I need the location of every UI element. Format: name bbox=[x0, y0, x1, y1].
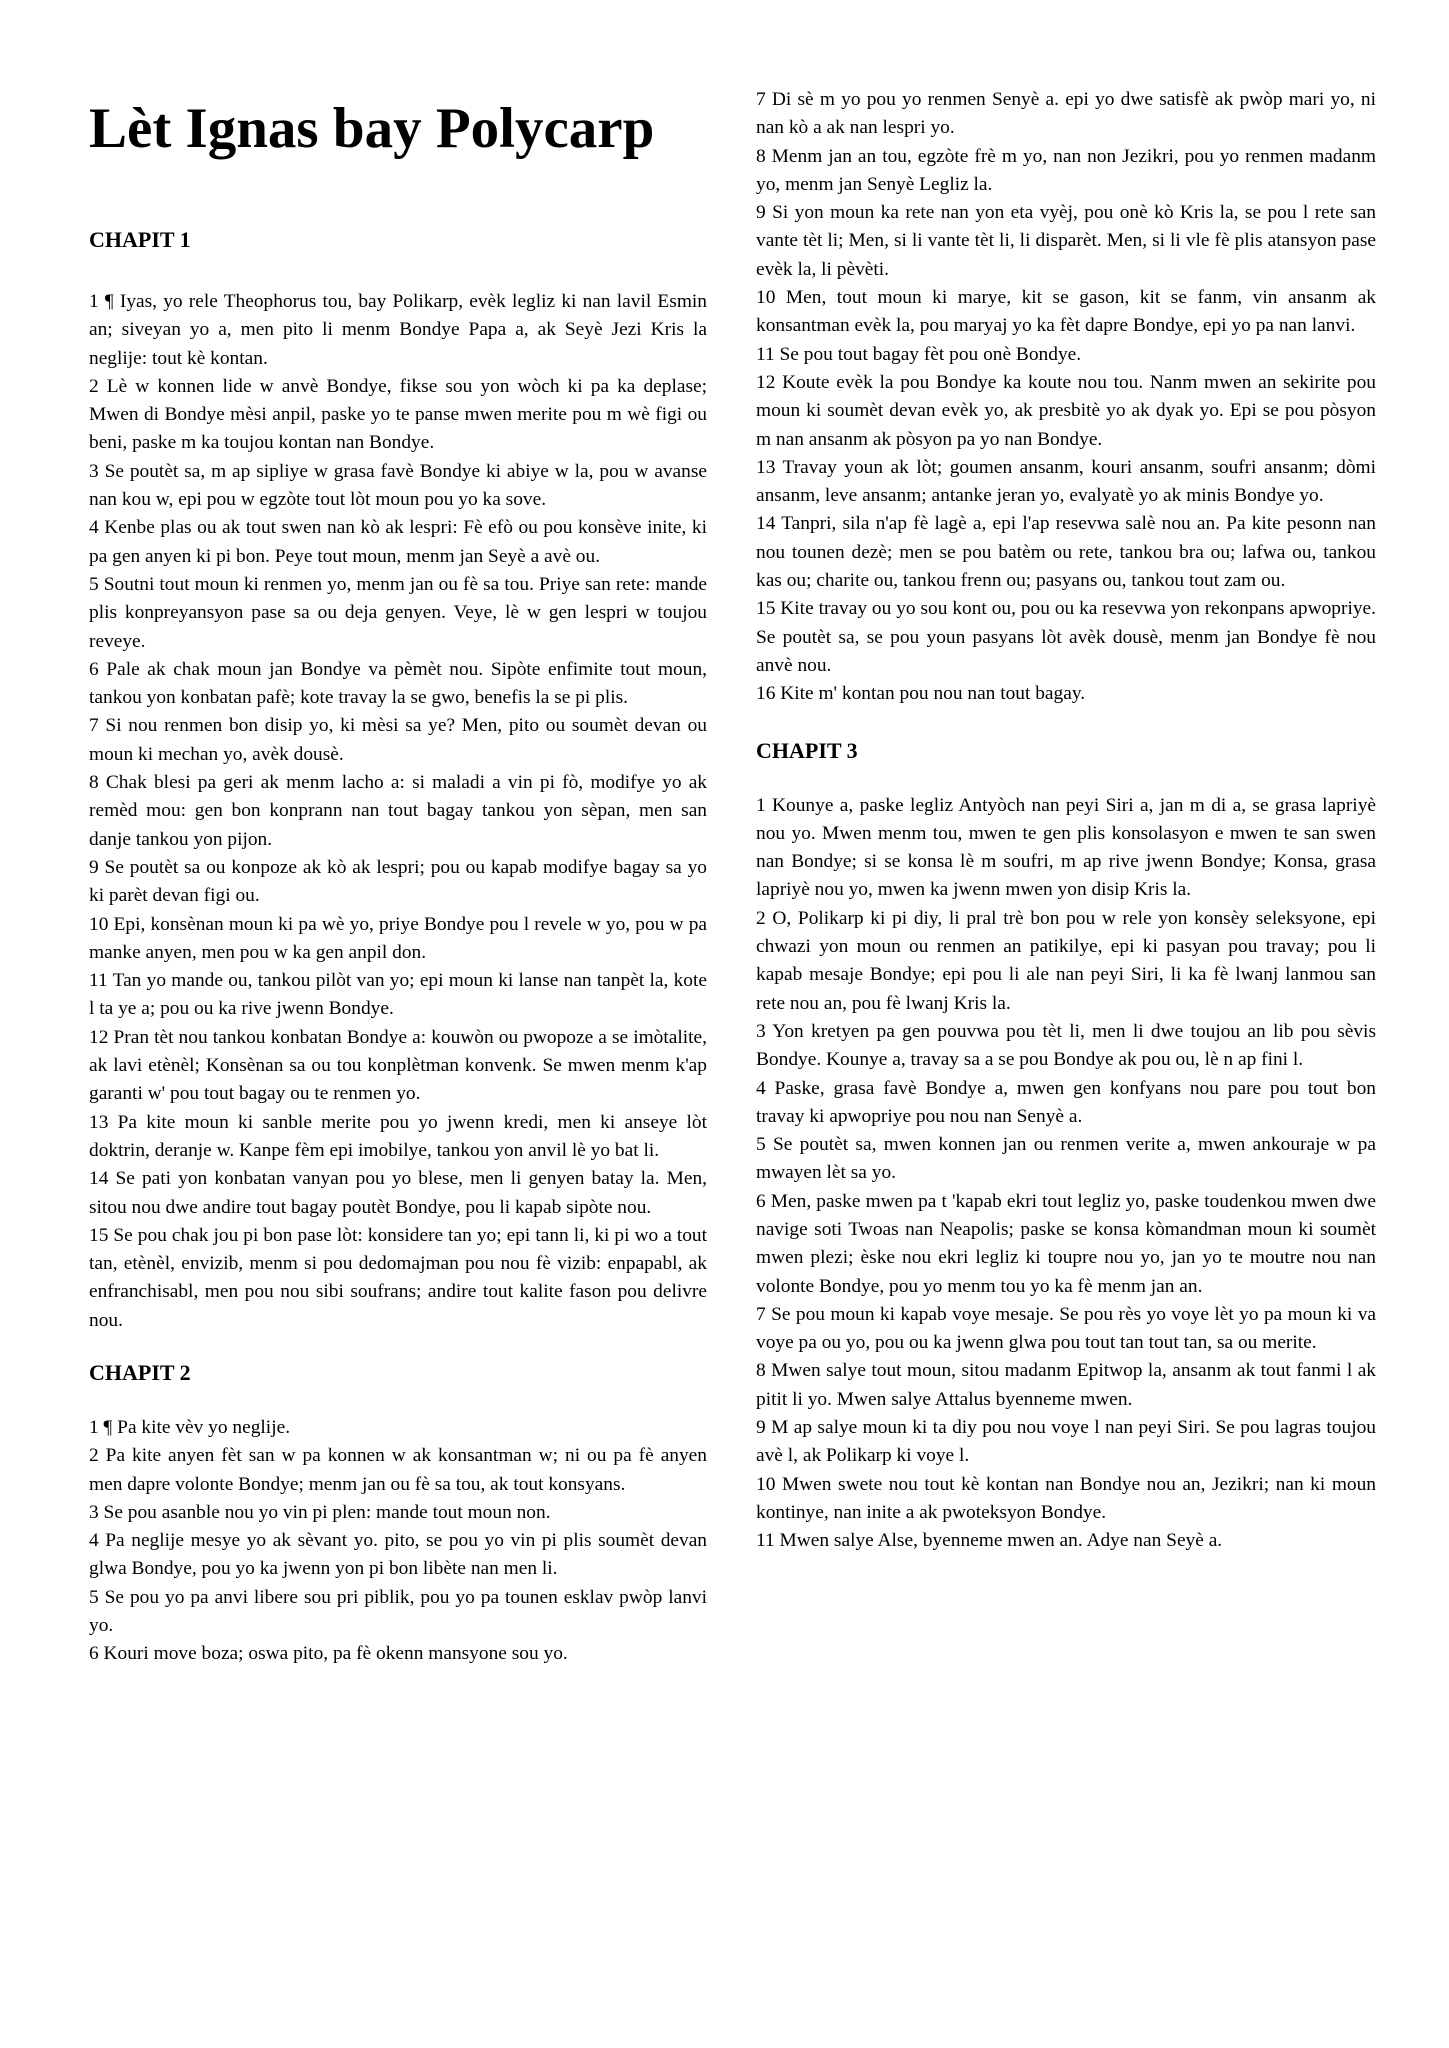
verse: 6 Kouri move boza; oswa pito, pa fè okenn mansyone sou yo. bbox=[89, 1643, 568, 1665]
chapter-heading: CHAPIT 2 bbox=[89, 1359, 191, 1385]
verse: 7 Di sè m yo pou yo renmen Senyè a. epi yo dwe satisfè ak pwòp mari yo, ni nan kò a ak nan lespri yo. bbox=[756, 89, 1376, 139]
verse: 4 Pa neglije mesye yo ak sèvant yo. pito, se pou yo vin pi plis soumèt devan glwa Bondye, pou yo ka jwenn yon pi bon libète nan men li. bbox=[89, 1530, 707, 1580]
verse: 9 Si yon moun ka rete nan yon eta vyèj, pou onè kò Kris la, se pou l rete san vante tèt li; Men, si li vante tèt li, li disparèt. Men, si li vle fè plis atansyon pase evèk la, li pèvèti. bbox=[756, 202, 1376, 280]
verse: 3 Se pou asanble nou yo vin pi plen: mande tout moun non. bbox=[89, 1501, 551, 1523]
chapter-verses bbox=[89, 1414, 707, 1669]
verse: 9 Se poutèt sa ou konpoze ak kò ak lespri; pou ou kapab modifye bagay sa yo ki parèt devan figi ou. bbox=[89, 856, 707, 907]
verse: 3 Yon kretyen pa gen pouvwa pou tèt li, men li dwe toujou an lib pou sèvis Bondye. Kounye a, travay sa a se pou Bondye ak pou ou, lè n ap fini l. bbox=[756, 1020, 1376, 1071]
verse: 8 Mwen salye tout moun, sitou madanm Epitwop la, ansanm ak tout fanmi l ak pitit li yo. Mwen salye Attalus byenneme mwen. bbox=[756, 1360, 1376, 1410]
verse: 12 Pran tèt nou tankou konbatan Bondye a: kouwòn ou pwopoze a se imòtalite, ak lavi etènèl; Konsènan sa ou tou konplètman konvenk. Se mwen menm k'ap garanti w' pou tout bagay ou te renmen yo. bbox=[89, 1026, 707, 1105]
verse: 4 Paske, grasa favè Bondye a, mwen gen konfyans nou pare pou tout bon travay ki apwopriye pou nou nan Senyè a. bbox=[756, 1077, 1376, 1127]
chapter-verses bbox=[756, 86, 1376, 709]
verse: 14 Tanpri, sila n'ap fè lagè a, epi l'ap resevwa salè nou an. Pa kite pesonn nan nou tounen dezè; men se pou batèm ou rete, tankou bra ou; lafwa ou, tankou kas ou; charite ou, tankou frenn ou; pasyans ou, tankou tout zam ou. bbox=[756, 513, 1376, 592]
verse: 15 Kite travay ou yo sou kont ou, pou ou ka resevwa yon rekonpans apwopriye. Se poutèt sa, se pou youn pasyans lòt avèk dousè, menm jan Bondye fè nou anvè nou. bbox=[756, 598, 1376, 676]
verse: 1 ¶ Iyas, yo rele Theophorus tou, bay Polikarp, evèk legliz ki nan lavil Esmin an; siveyan yo a, men pito li menm Bondye Papa a, ak Seyè Jezi Kris la neglije: tout kè kontan. bbox=[89, 291, 707, 369]
chapter-heading: CHAPIT 3 bbox=[756, 737, 858, 763]
verse: 10 Epi, konsènan moun ki pa wè yo, priye Bondye pou l revele w yo, pou w pa manke anyen, men pou w ka gen anpil don. bbox=[89, 913, 707, 963]
verse: 8 Chak blesi pa geri ak menm lacho a: si maladi a vin pi fò, modifye yo ak remèd mou: gen bon konprann nan tout bagay tankou yon sèpan, men san danje tankou yon pijon. bbox=[89, 772, 707, 850]
chapter-verses bbox=[89, 288, 707, 1335]
verse: 11 Mwen salye Alse, byenneme mwen an. Adye nan Seyè a. bbox=[756, 1530, 1223, 1552]
verse: 5 Se poutèt sa, mwen konnen jan ou renmen verite a, mwen ankouraje w pa mwayen lèt sa yo. bbox=[756, 1134, 1376, 1184]
verse: 4 Kenbe plas ou ak tout swen nan kò ak lespri: Fè efò ou pou konsève inite, ki pa gen anyen ki pi bon. Peye tout moun, menm jan Seyè a avè ou. bbox=[89, 517, 707, 567]
verse: 7 Se pou moun ki kapab voye mesaje. Se pou rès yo voye lèt yo pa moun ki va voye pa ou yo, pou ou ka jwenn glwa pou tout tan tout tan, sa ou merite. bbox=[756, 1303, 1376, 1354]
right-column bbox=[756, 0, 1376, 1556]
verse: 16 Kite m' kontan pou nou nan tout bagay. bbox=[756, 683, 1086, 705]
verse: 13 Travay youn ak lòt; goumen ansanm, kouri ansanm, soufri ansanm; dòmi ansanm, leve ansanm; antanke jeran yo, evalyatè yo ak minis Bondye yo. bbox=[756, 456, 1376, 507]
verse: 3 Se poutèt sa, m ap sipliye w grasa favè Bondye ki abiye w la, pou w avanse nan kou w, epi pou w egzòte tout lòt moun pou yo ka sove. bbox=[89, 460, 707, 511]
verse: 14 Se pati yon konbatan vanyan pou yo blese, men li genyen batay la. Men, sitou nou dwe andire tout bagay poutèt Bondye, pou li kapab sipòte nou. bbox=[89, 1168, 707, 1218]
verse: 1 Kounye a, paske legliz Antyòch nan peyi Siri a, jan m di a, se grasa lapriyè nou yo. Mwen menm tou, mwen te gen plis konsolasyon e mwen te san swen nan Bondye; si se konsa lè m soufri, m ap rive jwenn Bondye; Konsa, grasa lapriyè nou yo, mwen ka jwenn mwen yon disip Kris la. bbox=[756, 794, 1376, 901]
chapter-heading: CHAPIT 1 bbox=[89, 227, 191, 252]
document-title: Lèt Ignas bay Polycarp bbox=[89, 97, 655, 160]
verse: 1 ¶ Pa kite vèv yo neglije. bbox=[89, 1416, 291, 1438]
verse: 11 Se pou tout bagay fèt pou onè Bondye. bbox=[756, 343, 1082, 365]
verse: 12 Koute evèk la pou Bondye ka koute nou tou. Nanm mwen an sekirite pou moun ki soumèt devan evèk yo, ak presbitè yo ak dyak yo. Epi se pou pòsyon m nan ansanm ak pòsyon pa yo nan Bondye. bbox=[756, 371, 1376, 450]
verse: 5 Soutni tout moun ki renmen yo, menm jan ou fè sa tou. Priye san rete: mande plis konpreyansyon pase sa ou deja genyen. Veye, lè w gen lespri w toujou reveye. bbox=[89, 573, 707, 652]
verse: 11 Tan yo mande ou, tankou pilòt van yo; epi moun ki lanse nan tanpèt la, kote l ta ye a; pou ou ka rive jwenn Bondye. bbox=[89, 970, 707, 1020]
verse: 13 Pa kite moun ki sanble merite pou yo jwenn kredi, men ki anseye lòt doktrin, deranje w. Kanpe fèm epi imobilye, tankou yon anvil lè yo bat li. bbox=[89, 1111, 707, 1161]
chapter-verses bbox=[756, 792, 1376, 1556]
verse: 10 Men, tout moun ki marye, kit se gason, kit se fanm, vin ansanm ak konsantman evèk la, pou maryaj yo ka fèt dapre Bondye, epi yo pa nan lanvi. bbox=[756, 287, 1376, 337]
verse: 6 Men, paske mwen pa t 'kapab ekri tout legliz yo, paske toudenkou mwen dwe navige soti Twoas nan Neapolis; paske se konsa kòmandman moun ki soumèt mwen plezi; èske nou ekri legliz ki toupre nou yo, jan yo te moutre nou nan volonte Bondye, pou yo menm tou yo ka fè menm jan an. bbox=[756, 1190, 1376, 1297]
verse: 15 Se pou chak jou pi bon pase lòt: konsidere tan yo; epi tann li, ki pi wo a tout tan, etènèl, envizib, menm si pou dedomajman pou nou fè vizib: enpapabl, ak enfranchisabl, men pou nou sibi soufrans; andire tout kalite fason pou delivre nou. bbox=[89, 1224, 707, 1331]
verse: 2 O, Polikarp ki pi diy, li pral trè bon pou w rele yon konsèy seleksyone, epi chwazi yon moun ou renmen an patikilye, epi ki pasyan pou travay; pou li kapab mesaje Bondye; epi pou li ale nan peyi Siri, li ka fè lwanj lanmou san rete nou an, pou fè lwanj Kris la. bbox=[756, 907, 1376, 1014]
verse: 5 Se pou yo pa anvi libere sou pri piblik, pou yo pa tounen esklav pwòp lanvi yo. bbox=[89, 1586, 707, 1637]
verse: 2 Lè w konnen lide w anvè Bondye, fikse sou yon wòch ki pa ka deplase; Mwen di Bondye mèsi anpil, paske yo te panse mwen merite pou m wè figi ou beni, paske m ka toujou kontan nan Bondye. bbox=[89, 375, 707, 454]
verse: 2 Pa kite anyen fèt san w pa konnen w ak konsantman w; ni ou pa fè anyen men dapre volonte Bondye; menm jan ou fè sa tou, ak tout konsyans. bbox=[89, 1445, 707, 1495]
left-column bbox=[89, 0, 707, 1669]
verse: 6 Pale ak chak moun jan Bondye va pèmèt nou. Sipòte enfimite tout moun, tankou yon konbatan pafè; kote travay la se gwo, benefis la se pi plis. bbox=[89, 658, 707, 709]
verse: 9 M ap salye moun ki ta diy pou nou voye l nan peyi Siri. Se pou lagras toujou avè l, ak Polikarp ki voye l. bbox=[756, 1417, 1376, 1467]
verse: 8 Menm jan an tou, egzòte frè m yo, nan non Jezikri, pou yo renmen madanm yo, menm jan Senyè Legliz la. bbox=[756, 145, 1376, 195]
verse: 7 Si nou renmen bon disip yo, ki mèsi sa ye? Men, pito ou soumèt devan ou moun ki mechan yo, avèk dousè. bbox=[89, 715, 707, 765]
verse: 10 Mwen swete nou tout kè kontan nan Bondye nou an, Jezikri; nan ki moun kontinye, nan inite a ak pwoteksyon Bondye. bbox=[756, 1473, 1376, 1523]
